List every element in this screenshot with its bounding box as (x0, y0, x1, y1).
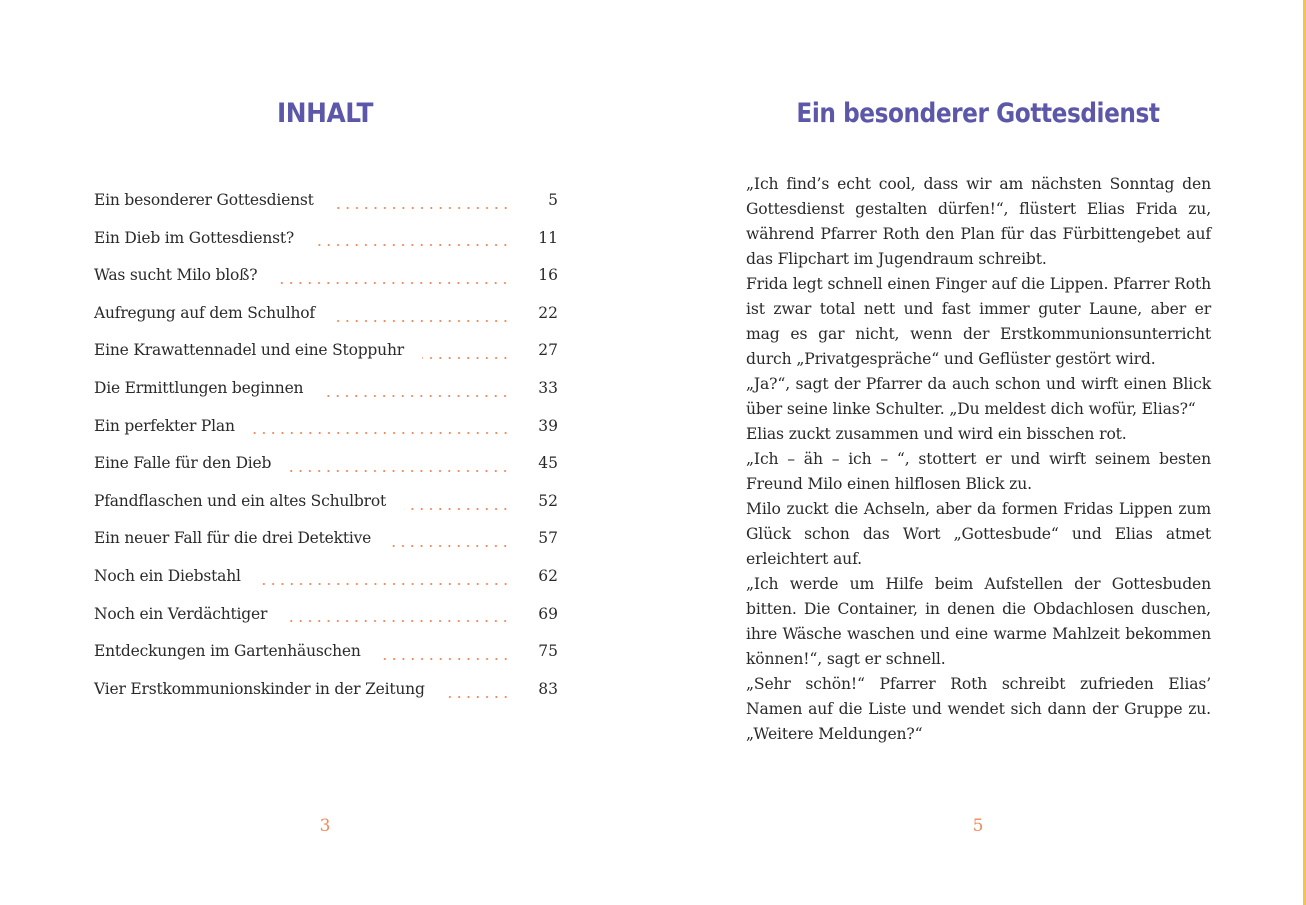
dot-leader (312, 244, 510, 246)
toc-entry-title: Ein perfekter Plan (94, 416, 235, 435)
toc-entry-page: 5 (548, 191, 558, 209)
toc-entry-title: Die Ermittlungen beginnen (94, 378, 304, 397)
toc-entry-page: 22 (538, 303, 558, 322)
toc-entry[interactable] (94, 186, 558, 224)
toc-entry-page: 75 (538, 642, 558, 661)
paragraph: „Ich find’s echt cool, dass wir am nächsten Sonntag den Gottesdienst gestalten dürfen!“, flüstert Elias Frida zu, während Pfarrer Roth den Plan für das Fürbittengebet auf das Flipchart im Jugendraum schreibt. (746, 175, 1211, 268)
dot-leader (443, 696, 510, 698)
page-number-left: 3 (319, 816, 331, 836)
chapter-page (653, 0, 1303, 905)
toc-entry-page: 11 (538, 228, 558, 247)
toc-entry[interactable] (94, 224, 558, 262)
dot-leader (422, 357, 510, 359)
toc-entry-page: 45 (538, 454, 558, 473)
chapter-body (746, 172, 1211, 747)
toc-entry-title: Pfandflaschen und ein altes Schulbrot (94, 491, 386, 510)
paragraph: Milo zuckt die Achseln, aber da formen Fridas Lippen zum Glück schon das Wort „Gottesbude“ und Elias atmet erleichtert auf. (746, 500, 1211, 568)
toc-entry[interactable] (94, 449, 558, 487)
dot-leader (332, 207, 510, 209)
toc-entry-page: 62 (538, 566, 558, 585)
toc-entry-title: Vier Erstkommunionskinder in der Zeitung (94, 679, 425, 698)
toc-entry-title: Noch ein Verdächtiger (94, 604, 268, 623)
dot-leader (379, 658, 510, 660)
toc-entry[interactable] (94, 675, 558, 713)
dot-leader (321, 395, 510, 397)
toc-entry-title: Eine Falle für den Dieb (94, 454, 272, 473)
toc-entry-page: 33 (538, 378, 558, 397)
dot-leader (389, 545, 510, 547)
paragraph: „Ich werde um Hilfe beim Aufstellen der Gottesbuden bitten. Die Container, in denen die Obdachlosen duschen, ihre Wäsche waschen und eine warme Mahlzeit bekommen können!“, sagt er schnell. (746, 575, 1211, 668)
toc-entry-page: 16 (538, 266, 558, 285)
dot-leader (285, 620, 510, 622)
toc-list (94, 186, 558, 712)
toc-entry[interactable] (94, 562, 558, 600)
dot-leader (253, 432, 510, 434)
dot-leader (259, 583, 510, 585)
page-number-right: 5 (972, 816, 984, 836)
toc-entry-page: 39 (538, 416, 558, 435)
paragraph: Frida legt schnell einen Finger auf die Lippen. Pfarrer Roth ist zwar total nett und fast immer guter Laune, aber er mag es gar nicht, wenn der Erstkommunionsunterricht durch „Privatgespräche“ und Geflüster gestört wird. (746, 275, 1211, 368)
table-of-contents-page (0, 0, 650, 905)
paragraph: Elias zuckt zusammen und wird ein bisschen rot. (746, 425, 1127, 443)
toc-entry-title: Noch ein Diebstahl (94, 566, 241, 585)
toc-entry-title: Eine Krawattennadel und eine Stoppuhr (94, 341, 404, 360)
toc-entry-page: 52 (538, 491, 558, 510)
toc-entry-page: 69 (538, 604, 558, 623)
toc-entry[interactable] (94, 374, 558, 412)
toc-entry[interactable] (94, 487, 558, 525)
dot-leader (333, 320, 510, 322)
dot-leader (289, 470, 510, 472)
chapter-heading: Ein besonderer Gottesdienst (796, 98, 1160, 129)
toc-entry[interactable] (94, 336, 558, 374)
toc-entry[interactable] (94, 299, 558, 337)
toc-entry[interactable] (94, 600, 558, 638)
dot-leader (275, 282, 510, 284)
toc-entry-title: Was sucht Milo bloß? (94, 266, 258, 285)
paragraph: „Ich – äh – ich – “, stottert er und wirft seinem besten Freund Milo einen hilflosen Blick zu. (746, 450, 1211, 493)
paragraph: „Sehr schön!“ Pfarrer Roth schreibt zufrieden Elias’ Namen auf die Liste und wendet sich dann der Gruppe zu. „Weitere Meldungen?“ (746, 675, 1211, 743)
toc-heading: INHALT (277, 98, 373, 129)
toc-entry[interactable] (94, 261, 558, 299)
toc-entry[interactable] (94, 524, 558, 562)
toc-entry-page: 27 (538, 341, 558, 360)
toc-entry[interactable] (94, 412, 558, 450)
toc-entry-page: 57 (538, 529, 558, 548)
toc-entry-page: 83 (538, 679, 558, 698)
toc-entry-title: Ein Dieb im Gottesdienst? (94, 228, 294, 247)
toc-entry-title: Ein neuer Fall für die drei Detektive (94, 529, 372, 548)
toc-entry[interactable] (94, 637, 558, 675)
toc-entry-title: Entdeckungen im Gartenhäuschen (94, 642, 361, 661)
toc-entry-title: Aufregung auf dem Schulhof (94, 303, 315, 322)
toc-entry-title: Ein besonderer Gottesdienst (94, 191, 314, 209)
dot-leader (404, 508, 510, 510)
paragraph: „Ja?“, sagt der Pfarrer da auch schon und wirft einen Blick über seine linke Schulter. „Du meldest dich wofür, Elias?“ (746, 375, 1211, 418)
